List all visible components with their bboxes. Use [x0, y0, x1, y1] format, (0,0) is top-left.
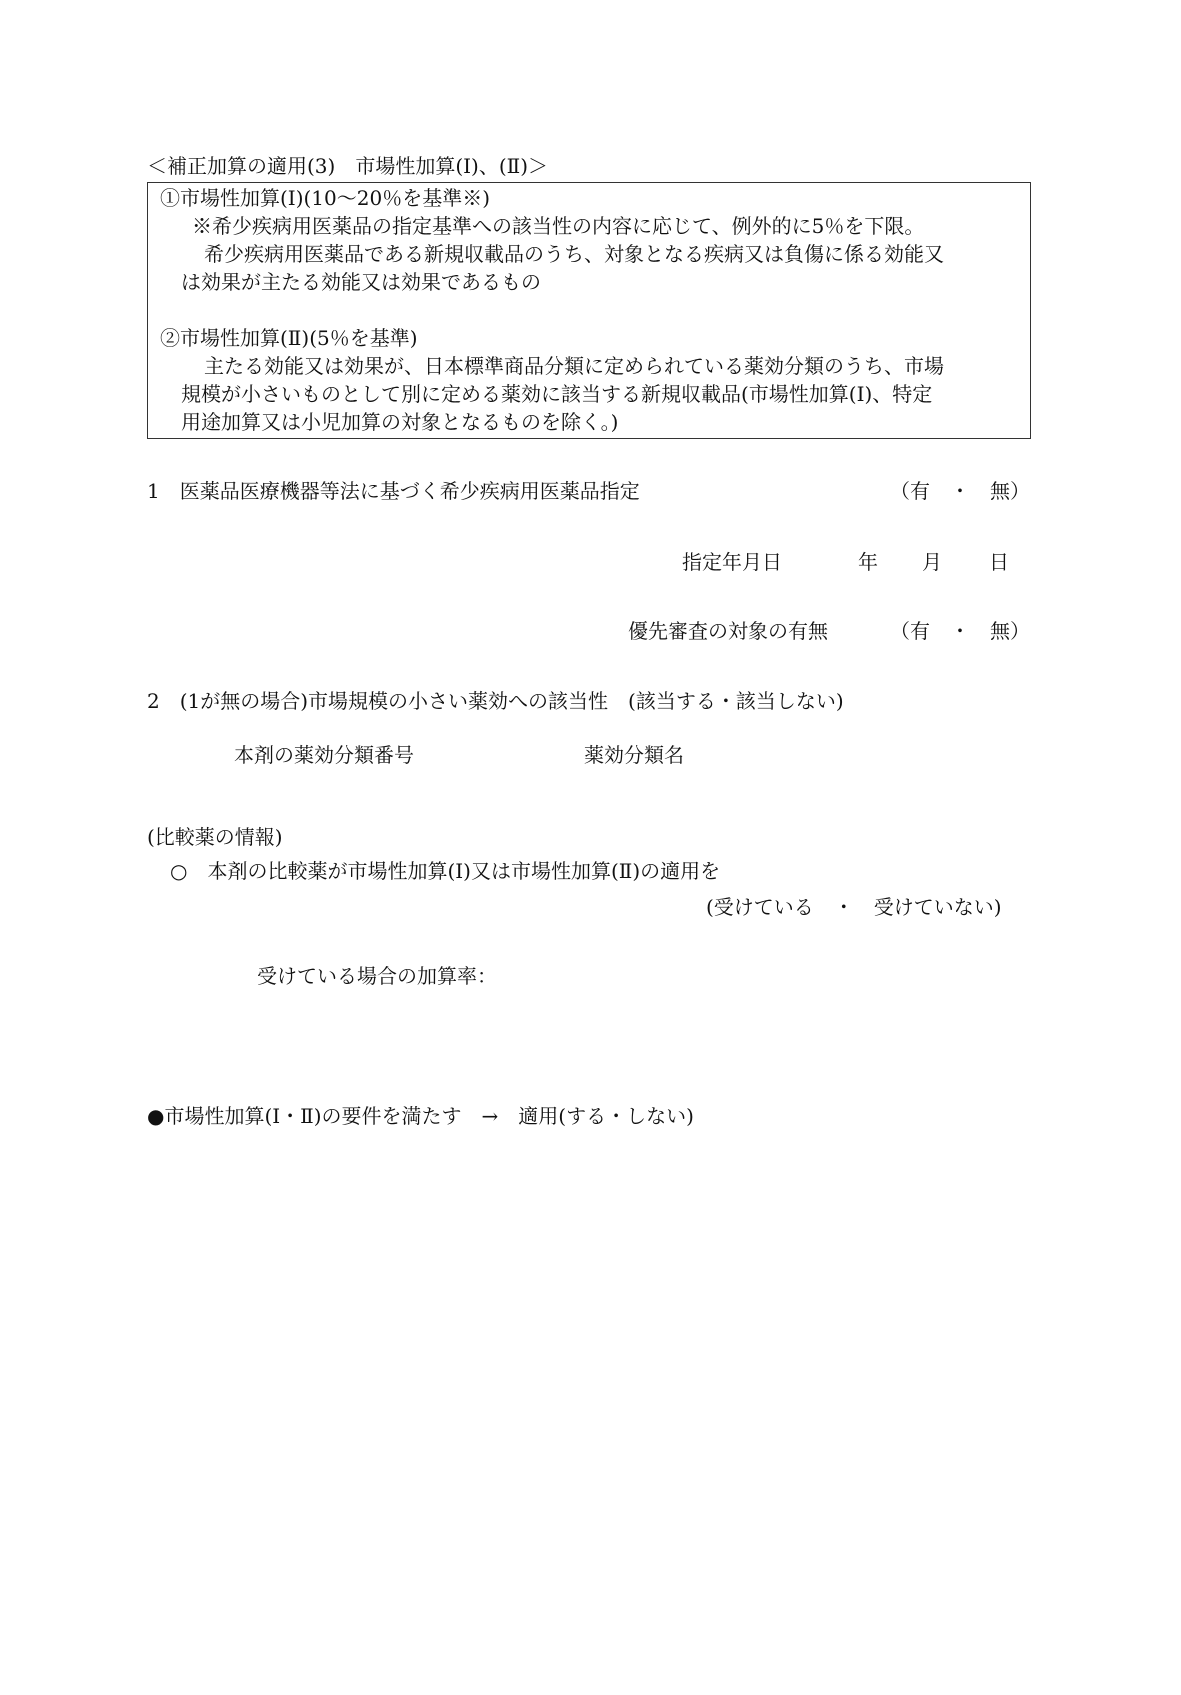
priority-review-label: 優先審査の対象の有無 [628, 619, 828, 643]
item2-desc-line3: 用途加算又は小児加算の対象となるものを除く。) [181, 410, 619, 434]
item2-title: ②市場性加算(Ⅱ)(5％を基準) [160, 326, 418, 350]
efficacy-code-label: 本剤の薬効分類番号 [234, 743, 414, 767]
efficacy-name-label: 薬効分類名 [584, 743, 684, 767]
month-label: 月 [922, 550, 942, 574]
item2-desc-line1: 主たる効能又は効果が、日本標準商品分類に定められている薬効分類のうち、市場 [204, 354, 944, 378]
designation-date-label: 指定年月日 [682, 550, 782, 574]
item1-desc-line1: 希少疾病用医薬品である新規収載品のうち、対象となる疾病又は負傷に係る効能又 [204, 242, 944, 266]
comparator-heading: (比較薬の情報) [147, 825, 283, 849]
addition-rate-label: 受けている場合の加算率： [257, 964, 497, 988]
comparator-question: ○ 本剤の比較薬が市場性加算(Ⅰ)又は市場性加算(Ⅱ)の適用を [170, 859, 721, 883]
q1-text: 1 医薬品医療機器等法に基づく希少疾病用医薬品指定 [147, 479, 640, 503]
item2-desc-line2: 規模が小さいものとして別に定める薬効に該当する新規収載品(市場性加算(Ⅰ)、特定 [181, 382, 933, 406]
priority-review-choice[interactable]: （有 ・ 無） [890, 619, 1030, 643]
item1-note: ※希少疾病用医薬品の指定基準への該当性の内容に応じて、例外的に5％を下限。 [192, 214, 925, 238]
year-label: 年 [858, 550, 878, 574]
conclusion: ●市場性加算(Ⅰ・Ⅱ)の要件を満たす → 適用(する・しない) [147, 1104, 694, 1128]
item1-title: ①市場性加算(Ⅰ)(10～20％を基準※) [160, 186, 491, 210]
day-label: 日 [989, 550, 1009, 574]
q1-choice[interactable]: （有 ・ 無） [890, 479, 1030, 503]
section-heading: ＜補正加算の適用(3) 市場性加算(Ⅰ)、(Ⅱ)＞ [147, 154, 549, 178]
comparator-choice[interactable]: (受けている ・ 受けていない) [706, 895, 1002, 919]
q2-text: 2 (1が無の場合)市場規模の小さい薬効への該当性 (該当する・該当しない) [147, 689, 844, 713]
item1-desc-line2: は効果が主たる効能又は効果であるもの [181, 270, 541, 294]
